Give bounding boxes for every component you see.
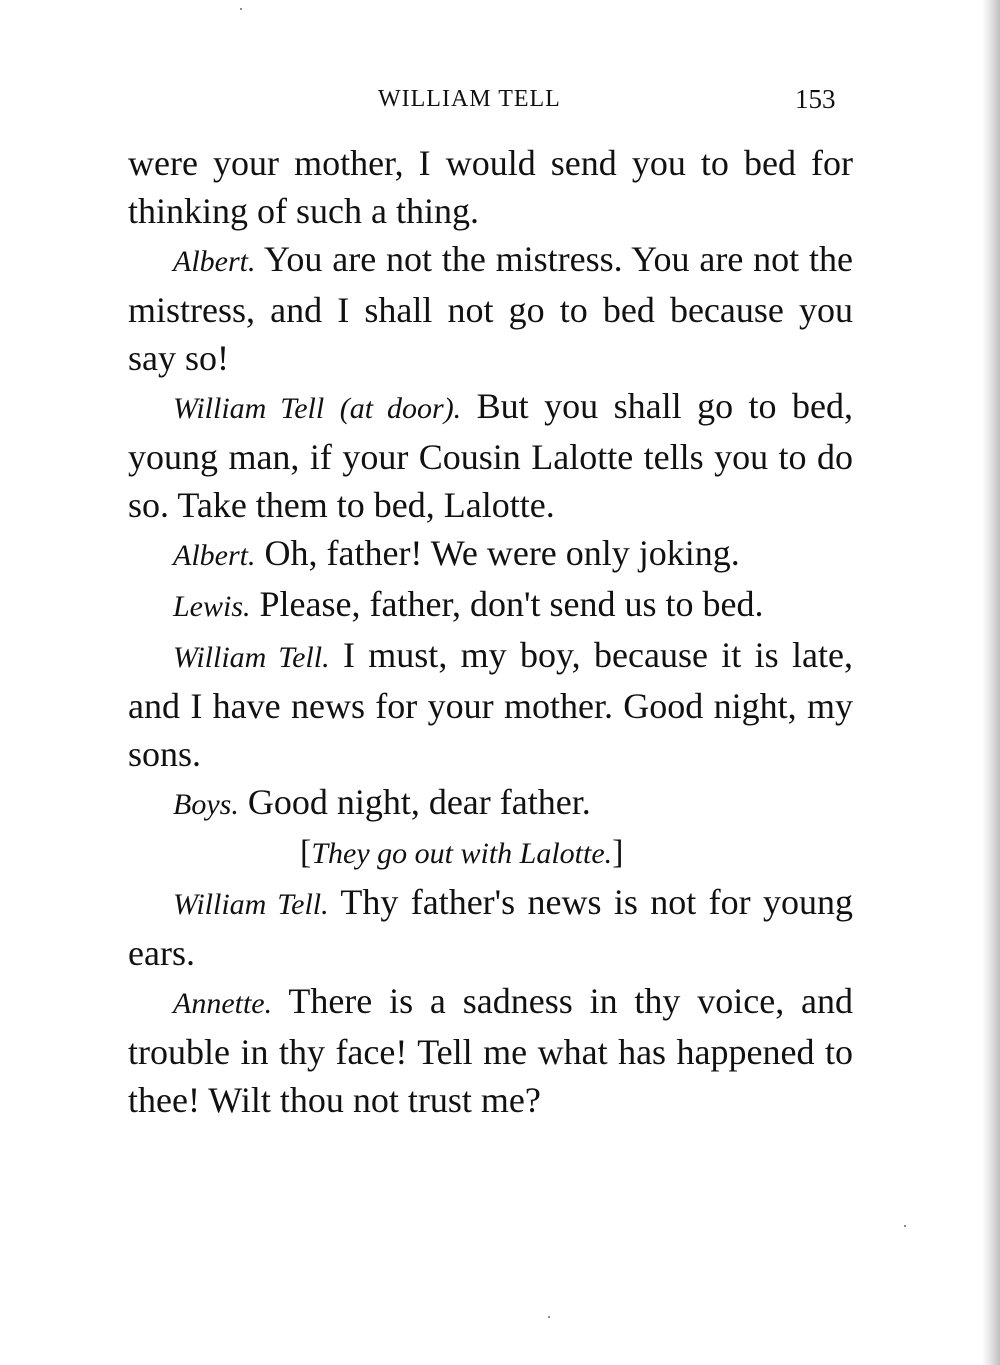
bracket-open: [ <box>300 834 312 871</box>
dialogue-boys <box>128 778 853 829</box>
dialogue-albert-1 <box>128 235 853 382</box>
dialogue-text: There is a sadness in thy voice, and trouble in thy face! Tell me what has happened to thee! Wilt thou not trust me? <box>128 981 853 1120</box>
scan-speck <box>548 1316 550 1318</box>
stage-direction <box>128 829 853 878</box>
running-head: WILLIAM TELL <box>378 86 561 112</box>
speaker-name: William Tell. <box>173 888 329 921</box>
paragraph-continuation <box>128 139 853 235</box>
speaker-name: Albert. <box>173 539 256 572</box>
dialogue-text: I must, my boy, because it is late, and I have news for your mother. Good night, my sons. <box>128 635 853 774</box>
dialogue-text: Thy father's news is not for young ears. <box>128 882 853 973</box>
speaker-name: William Tell. <box>173 641 330 674</box>
bracket-close: ] <box>612 834 624 871</box>
speaker-name: Annette. <box>173 987 273 1020</box>
page-body <box>128 139 853 1124</box>
dialogue-william-tell-1 <box>128 382 853 529</box>
dialogue-lewis <box>128 580 853 631</box>
stage-direction-text: They go out with Lalotte. <box>311 837 613 870</box>
dialogue-text: Oh, father! We were only joking. <box>255 533 740 573</box>
scan-speck <box>240 8 242 10</box>
speaker-direction: (at door). <box>339 392 462 425</box>
page-gutter-shadow <box>982 0 1000 1365</box>
dialogue-annette <box>128 977 853 1124</box>
page-number: 153 <box>795 84 836 114</box>
dialogue-text: You are not the mistress. You are not the mistress, and I shall not go to bed because you say so! <box>128 239 853 378</box>
dialogue-william-tell-3 <box>128 878 853 977</box>
paragraph-text: were your mother, I would send you to bed for thinking of such a thing. <box>128 143 853 231</box>
dialogue-text: But you shall go to bed, young man, if your Cousin Lalotte tells you to do so. Take them to bed, Lalotte. <box>128 386 853 525</box>
dialogue-text: Please, father, don't send us to bed. <box>250 584 764 624</box>
dialogue-albert-2 <box>128 529 853 580</box>
speaker-name: Lewis. <box>173 590 251 623</box>
speaker-name: Boys. <box>173 788 239 821</box>
speaker-name: William Tell <box>173 392 325 425</box>
dialogue-william-tell-2 <box>128 631 853 778</box>
scan-speck <box>904 1225 906 1227</box>
speaker-name: Albert. <box>173 245 256 278</box>
dialogue-text: Good night, dear father. <box>238 782 591 822</box>
